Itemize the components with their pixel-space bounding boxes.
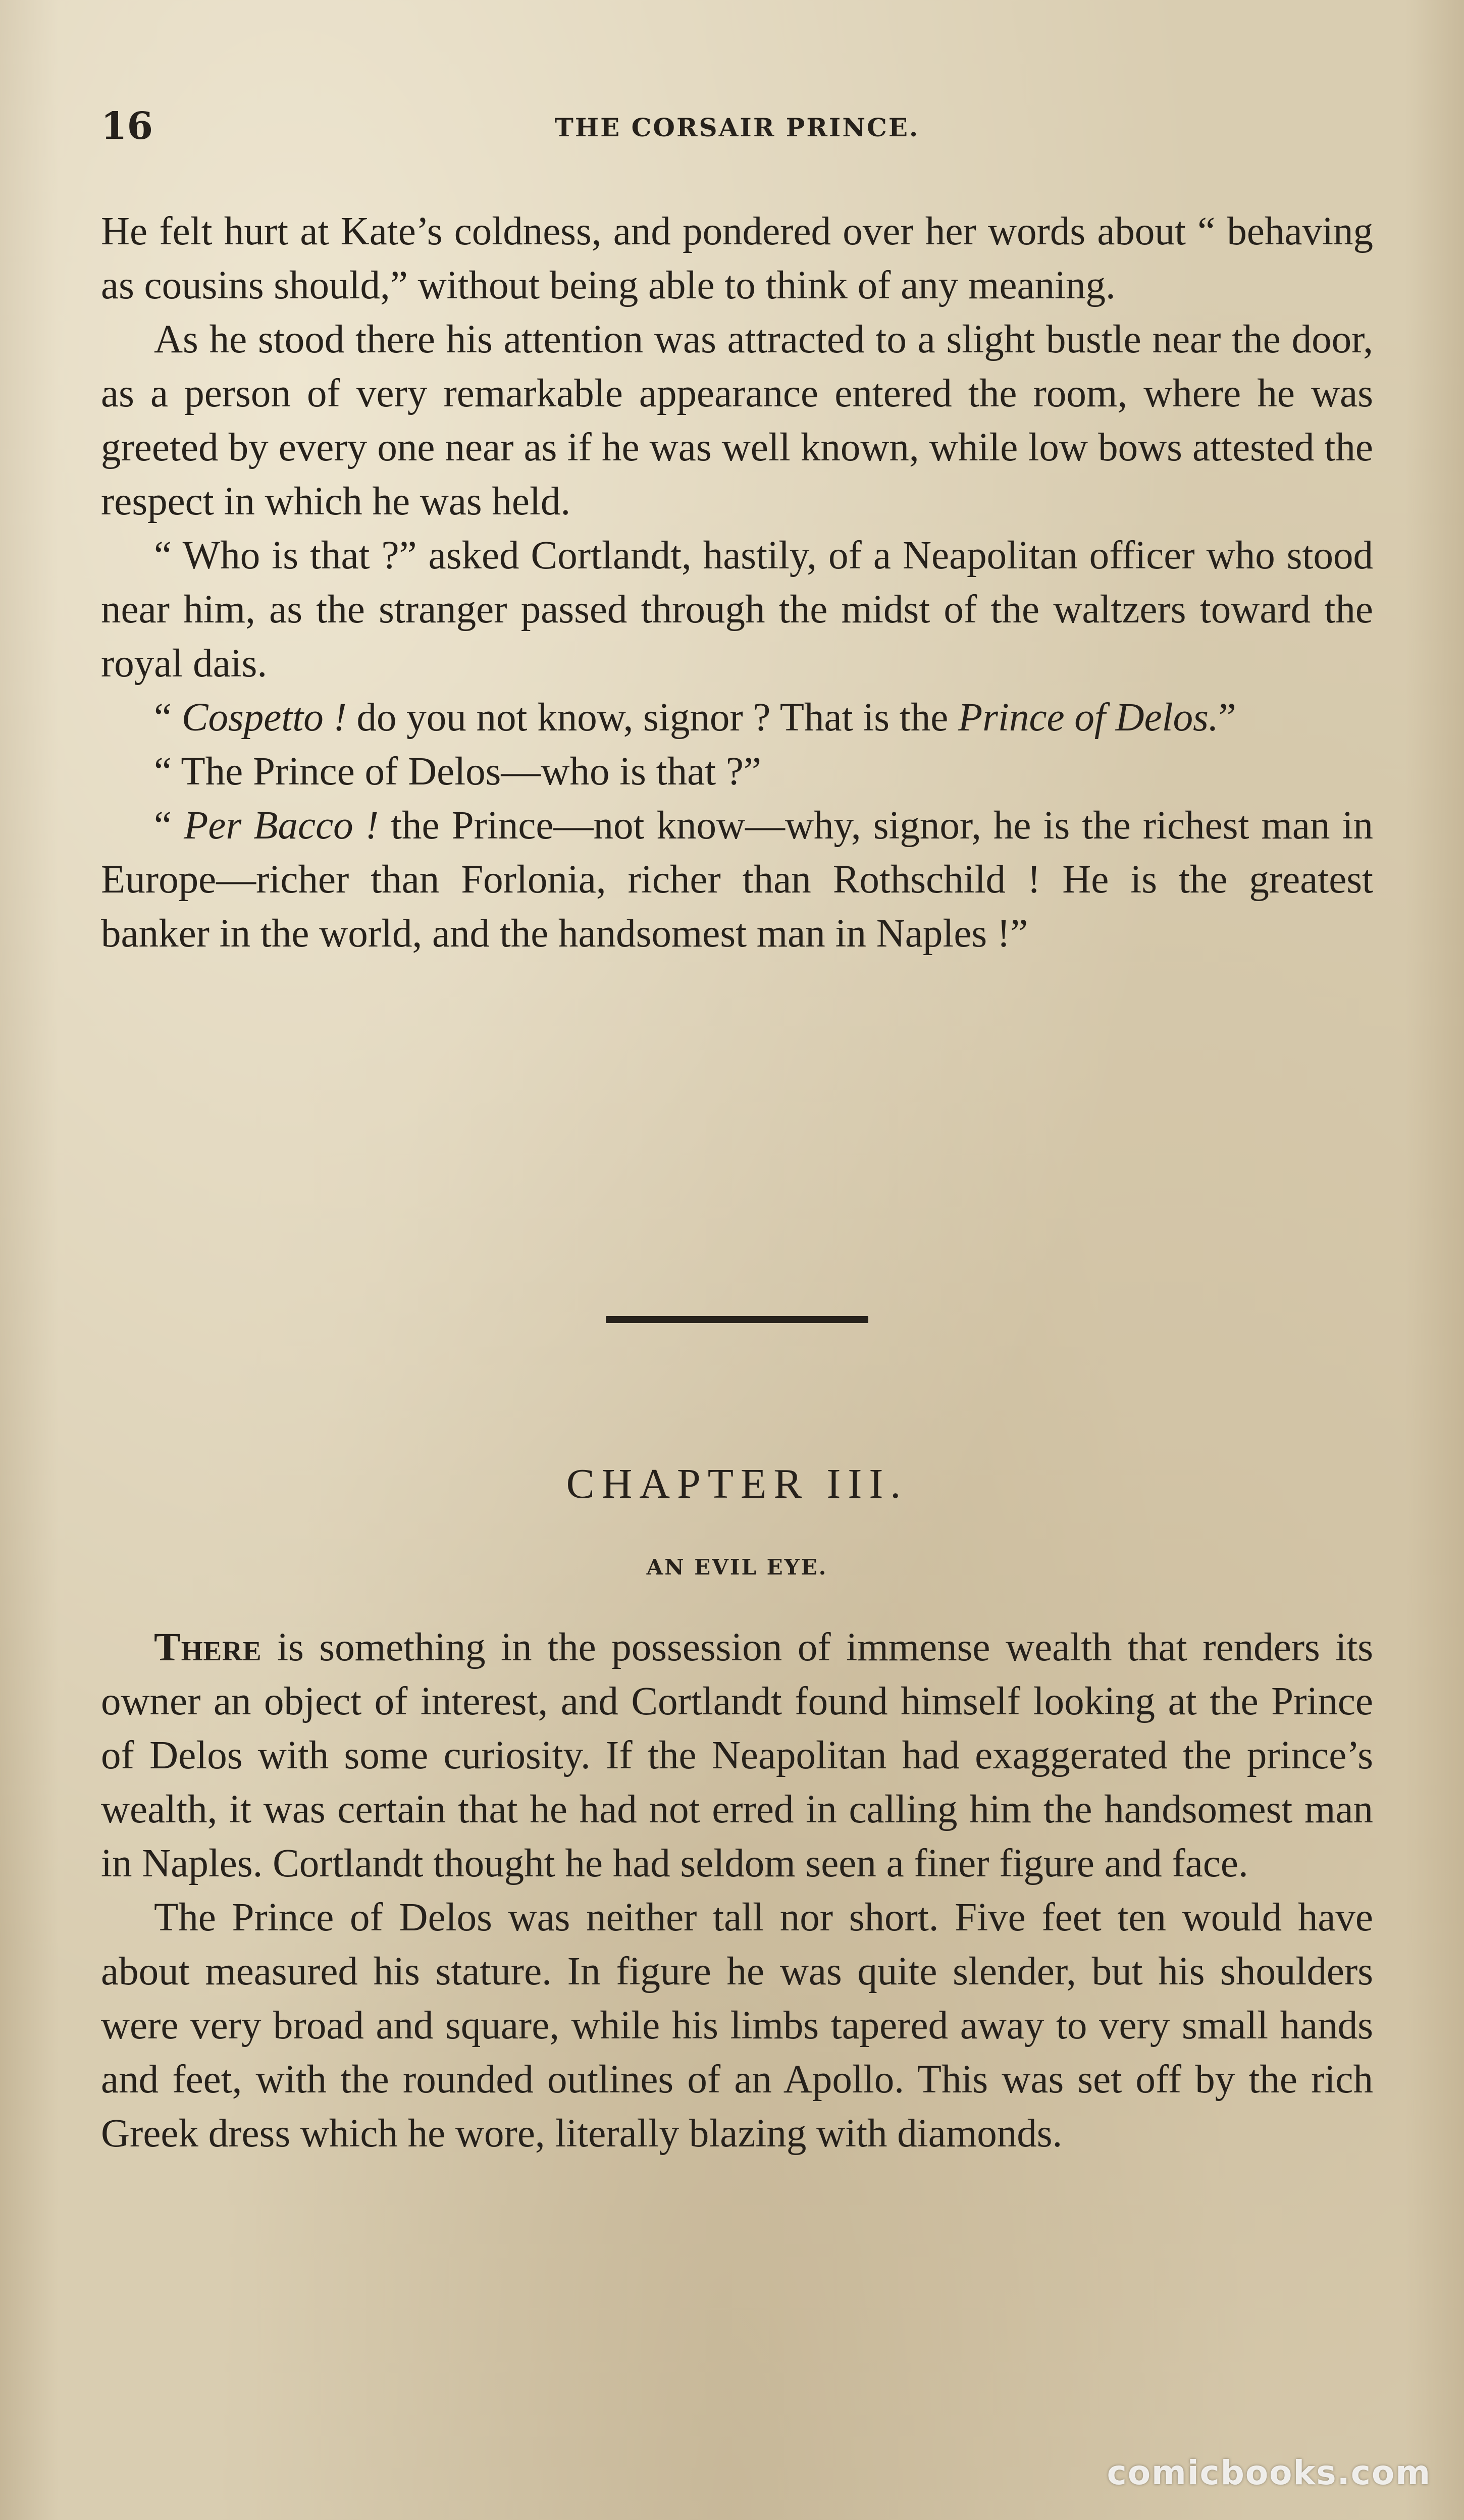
- running-title: THE CORSAIR PRINCE.: [554, 113, 920, 142]
- page-number: 16: [101, 104, 153, 148]
- paragraph-text: the Prince—not know—why, signor, he is the richest man in Europe—richer than Forlonia, richer than Rothschild ! He is the greatest banker in the world, and the handsomest man in Naples !”: [101, 804, 1373, 956]
- paragraph-text: do you not know, signor ? That is the: [346, 696, 959, 740]
- chapter-title: CHAPTER III.: [566, 1460, 908, 1507]
- quote-close: ”: [1218, 696, 1236, 740]
- section-divider: [606, 1316, 868, 1323]
- top-text-block: [101, 204, 1373, 961]
- paragraph: The Prince of Delos was neither tall nor short. Five feet ten would have about measured his stature. In figure he was quite slender, but his shoulders were very broad and square, while his limbs tapered away to very small hands and feet, with the rounded outlines of an Apollo. This was set off by the rich Greek dress which he wore, literally blazing with diamonds.: [101, 1896, 1373, 2156]
- chapter-text-block: [101, 1620, 1373, 2161]
- paragraph: [101, 691, 1373, 745]
- paragraph-text: is something in the possession of immense wealth that renders its owner an object of interest, and Cortlandt found himself looking at the Prince of Delos with some curiosity. If the Neapolitan had exaggerated the prince’s wealth, it was certain that he had not erred in calling him the handsomest man in Naples. Cortlandt thought he had seldom seen a finer figure and face.: [101, 1625, 1373, 1885]
- paragraph: “ Who is that ?” asked Cortlandt, hastily, of a Neapolitan officer who stood near him, as the stranger passed through the midst of the waltzers toward the royal dais.: [101, 534, 1373, 686]
- quote-open: “: [154, 804, 184, 848]
- chapter-subtitle: AN EVIL EYE.: [646, 1555, 828, 1580]
- watermark: comicbooks.com: [1107, 2453, 1431, 2492]
- paragraph: [101, 1620, 1373, 1891]
- italic-phrase: Per Bacco !: [184, 804, 379, 848]
- italic-phrase: Cospetto !: [181, 696, 347, 740]
- paragraph: “ The Prince of Delos—who is that ?”: [154, 750, 761, 794]
- quote-open: “: [154, 696, 182, 740]
- paragraph: He felt hurt at Kate’s coldness, and pondered over her words about “ behaving as cousins should,” without being able to think of any meaning.: [101, 209, 1373, 307]
- paragraph: As he stood there his attention was attracted to a slight bustle near the door, as a person of very remarkable appearance entered the room, where he was greeted by every one near as if he was well known, while low bows attested the respect in which he was held.: [101, 318, 1373, 523]
- paragraph: [101, 799, 1373, 961]
- running-header: [101, 103, 1373, 149]
- lead-word: There: [154, 1625, 262, 1669]
- italic-phrase: Prince of Delos.: [958, 696, 1219, 740]
